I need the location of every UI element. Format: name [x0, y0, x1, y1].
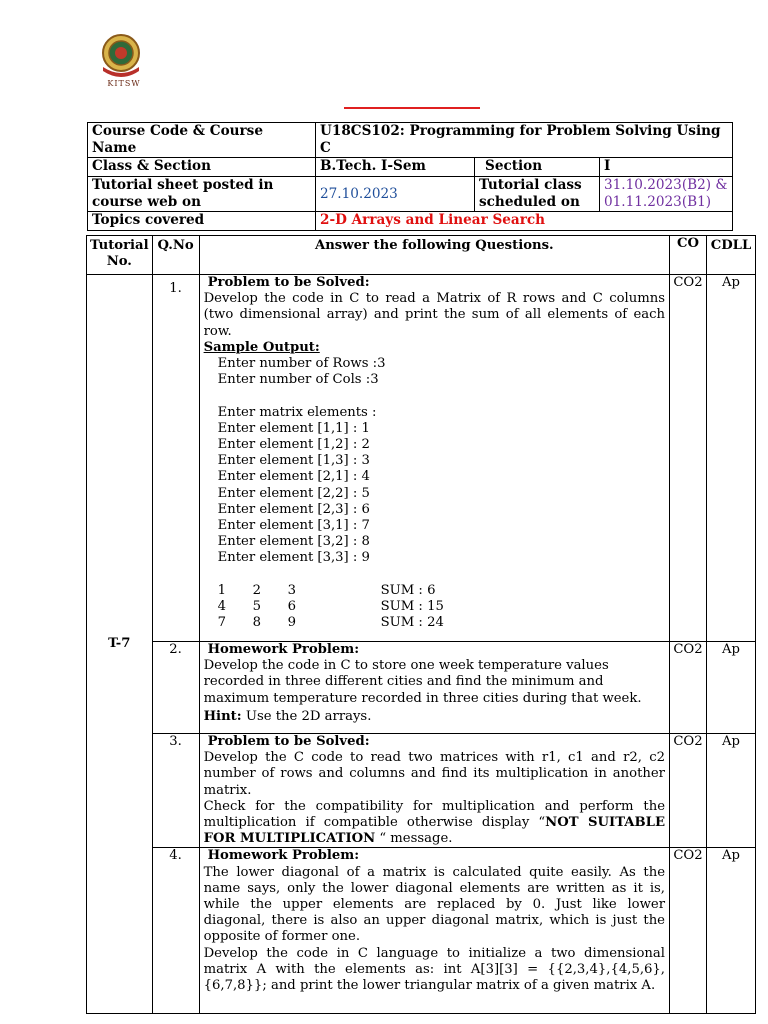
q2-text: Develop the code in C to store one week temperature values recorded in three different cities and find the minimum and maximum temperature recorded in three cities during that week. [203, 658, 642, 706]
header-tutorial-line2: No. [106, 254, 132, 270]
row-sum: SUM : 24 [380, 615, 444, 631]
q1-cdll: Ap [707, 275, 756, 642]
q1-sample-label: Sample Output: [203, 339, 320, 355]
matrix-cell: 8 [252, 615, 261, 631]
spacer [218, 567, 665, 583]
q2-co: CO2 [670, 642, 707, 734]
sample-line: Enter element [2,3] : 6 [217, 501, 370, 517]
question-row-2 [87, 642, 756, 734]
sum-row [218, 615, 665, 631]
q3-title: Problem to be Solved: [207, 734, 370, 749]
q1-text: Develop the code in C to read a Matrix of R rows and C columns (two dimensional array) and print the sum of all elements of each row. [203, 291, 665, 339]
matrix-cell: 9 [287, 615, 296, 631]
q3-co: CO2 [670, 734, 707, 848]
header-cdll: CDLL [707, 236, 756, 275]
scheduled-value-line1: 31.10.2023(B2) & [604, 177, 728, 193]
q4-text1: The lower diagonal of a matrix is calculated quite easily. As the name says, only the lower diagonal elements are written as it is, while the upper elements are replaced by 0. Just like lower diagonal, there is also an upper diagonal matrix, which is just the opposite of former one. [203, 864, 665, 945]
q2-hint [204, 709, 665, 725]
posted-value: 27.10.2023 [316, 177, 475, 212]
q3-cdll: Ap [707, 734, 756, 848]
sample-line: Enter number of Cols :3 [217, 372, 379, 388]
scheduled-value [600, 177, 733, 212]
sample-line [218, 388, 665, 404]
q4-title: Homework Problem: [207, 848, 360, 864]
course-value: U18CS102: Programming for Problem Solving Using C [316, 123, 733, 158]
question-row-3 [87, 734, 756, 848]
college-logo-emblem [98, 33, 144, 85]
sample-line: Enter matrix elements : [217, 404, 377, 420]
q2-hint-label: Hint: [203, 708, 242, 724]
class-label: Class & Section [88, 158, 316, 177]
question-body-1 [199, 275, 669, 642]
matrix-cell: 2 [252, 582, 261, 598]
section-label: Section [475, 158, 600, 177]
course-info-table [87, 122, 733, 231]
course-label: Course Code & Course Name [88, 123, 316, 158]
matrix-cell: 3 [287, 582, 296, 598]
scheduled-label [475, 177, 600, 212]
header-qno: Q.No [152, 236, 199, 275]
questions-table [86, 235, 756, 1014]
sample-line: Enter element [3,1] : 7 [217, 518, 370, 534]
question-body-2 [199, 642, 669, 734]
q4-co: CO2 [670, 848, 707, 1014]
matrix-cell: 7 [217, 615, 226, 631]
q1-title: Problem to be Solved: [207, 275, 370, 290]
q4-cdll: Ap [707, 848, 756, 1014]
matrix-cell: 1 [217, 582, 226, 598]
question-number-2: 2. [152, 642, 199, 734]
sample-line: Enter element [2,1] : 4 [217, 469, 370, 485]
scheduled-label-line2: scheduled on [479, 194, 580, 210]
question-number-3: 3. [152, 734, 199, 848]
sample-line: Enter element [2,2] : 5 [217, 485, 370, 501]
posted-label-line2: course web on [92, 194, 201, 210]
q1-sample-lines [204, 356, 665, 631]
row-sum: SUM : 6 [380, 582, 436, 598]
header-tutorial-line1: Tutorial [90, 238, 149, 253]
header-co: CO [670, 236, 707, 275]
question-body-4 [199, 848, 669, 1014]
tutorial-number: T-7 [87, 275, 153, 1014]
question-number-1: 1. [152, 275, 199, 642]
questions-header-row [87, 236, 756, 275]
section-value: I [600, 158, 733, 177]
q4-text2: Develop the code in C language to initialize a two dimensional matrix A with the elements as: int A[3][3] = {{2,3,4},{4,5,6},{6,7,8}}; and print the lower triangular matrix of a given matrix A. [203, 945, 665, 994]
sample-line: Enter element [3,3] : 9 [217, 550, 370, 566]
question-body-3 [199, 734, 669, 848]
sample-line: Enter number of Rows :3 [217, 356, 386, 372]
topics-label: Topics covered [88, 212, 316, 231]
q1-co: CO2 [670, 275, 707, 642]
posted-label [88, 177, 316, 212]
scheduled-label-line1: Tutorial class [479, 177, 582, 193]
topics-value: 2-D Arrays and Linear Search [316, 212, 733, 231]
sum-row [218, 583, 665, 599]
sum-row [218, 599, 665, 615]
sample-line: Enter element [1,2] : 2 [217, 437, 370, 453]
q3-text2 [204, 799, 665, 848]
posted-label-line1: Tutorial sheet posted in [92, 177, 274, 193]
header-answer: Answer the following Questions. [199, 236, 669, 275]
q3-text1: Develop the C code to read two matrices with r1, c1 and r2, c2 number of rows and columns and find its multiplication in another matrix. [203, 750, 665, 798]
row-sum: SUM : 15 [380, 598, 444, 614]
q2-title: Homework Problem: [207, 642, 360, 657]
header-tutorial-no [87, 236, 153, 275]
question-number-4: 4. [152, 848, 199, 1014]
q2-cdll: Ap [707, 642, 756, 734]
question-row-4 [87, 848, 756, 1014]
class-value: B.Tech. I-Sem [316, 158, 475, 177]
sample-line: Enter element [1,3] : 3 [217, 453, 370, 469]
logo-text: KITSW [107, 79, 141, 88]
matrix-cell: 5 [252, 598, 261, 614]
red-divider [344, 107, 480, 109]
q3-text2-b: NOT SUITABLE FOR MULTIPLICATION [203, 815, 665, 847]
sample-line: Enter element [3,2] : 8 [217, 534, 370, 550]
q3-text2-c: “ message. [375, 831, 453, 847]
question-row-1 [87, 275, 756, 642]
matrix-cell: 6 [287, 598, 296, 614]
scheduled-value-line2: 01.11.2023(B1) [604, 194, 712, 210]
matrix-cell: 4 [217, 598, 226, 614]
q3-text2-a: Check for the compatibility for multiplication and perform the multiplication if compatible otherwise display “ [203, 798, 665, 831]
q2-hint-text: Use the 2D arrays. [245, 708, 372, 724]
sample-line: Enter element [1,1] : 1 [217, 420, 370, 436]
